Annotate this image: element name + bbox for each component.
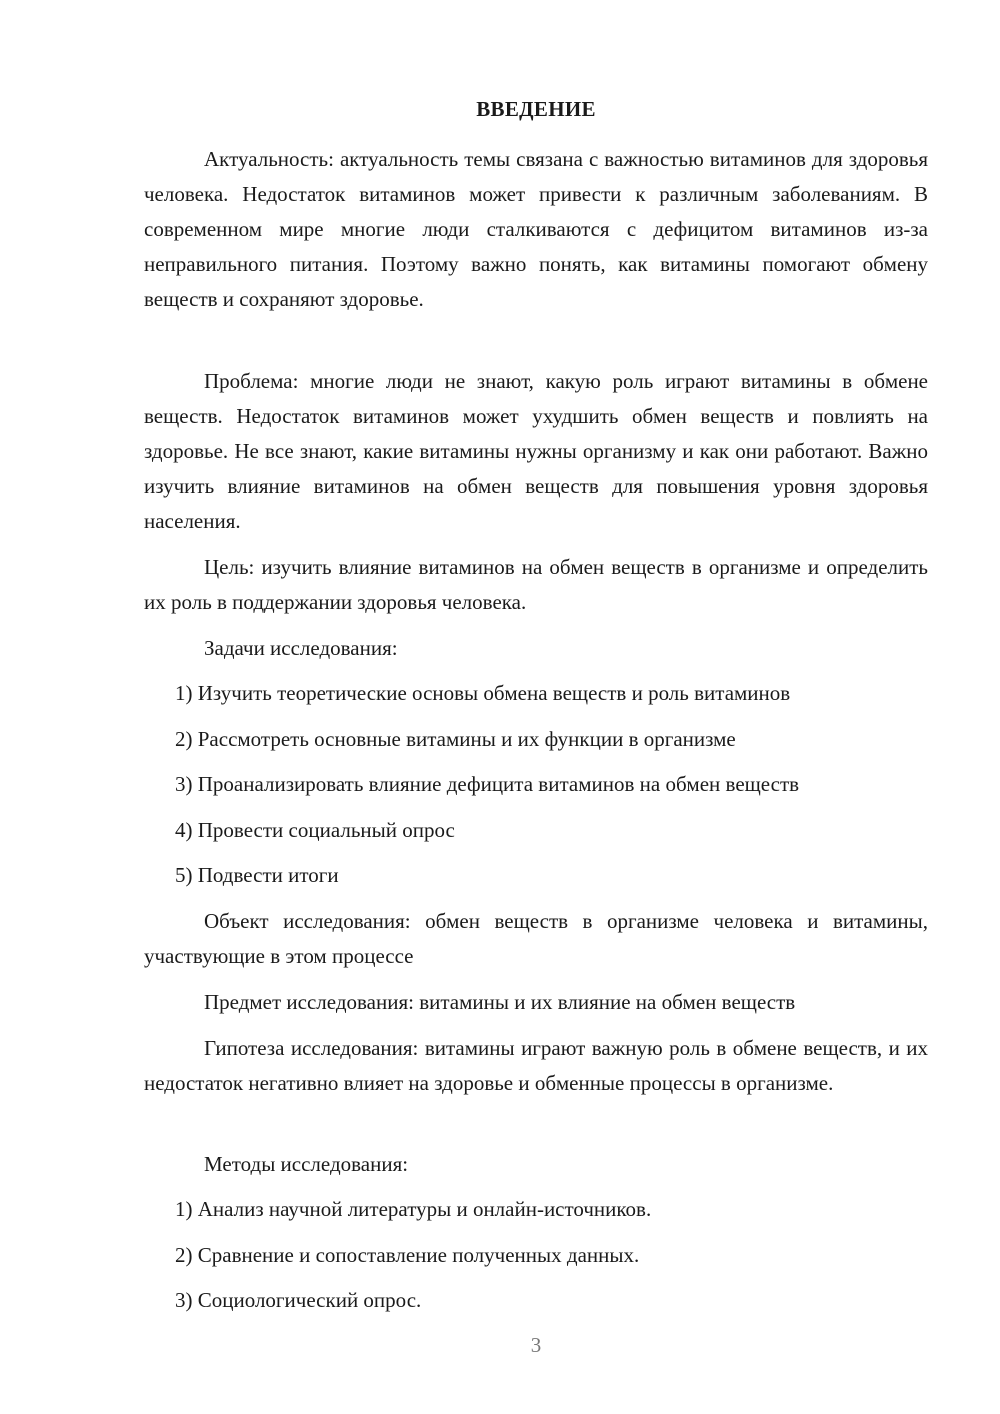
object-paragraph: Объект исследования: обмен веществ в организме человека и витамины, участвующие в этом процессе <box>144 909 928 968</box>
method-item-2: 2) Сравнение и сопоставление полученных данных. <box>175 1243 640 1267</box>
method-item-3: 3) Социологический опрос. <box>175 1288 422 1312</box>
problem-paragraph: Проблема: многие люди не знают, какую роль играют витамины в обмене веществ. Недостаток витаминов может ухудшить обмен веществ и повлиять на здоровье. Не все знают, какие витамины нужны организму и как они работают. Важно изучить влияние витаминов на обмен веществ для повышения уровня здоровья населения. <box>144 369 928 533</box>
task-item-5: 5) Подвести итоги <box>175 863 339 887</box>
task-item-4: 4) Провести социальный опрос <box>175 818 455 842</box>
hypothesis-paragraph: Гипотеза исследования: витамины играют важную роль в обмене веществ, и их недостаток негативно влияет на здоровье и обменные процессы в организме. <box>144 1036 928 1095</box>
task-item-2: 2) Рассмотреть основные витамины и их функции в организме <box>175 727 736 751</box>
method-item-1: 1) Анализ научной литературы и онлайн-источников. <box>175 1197 652 1221</box>
tasks-heading: Задачи исследования: <box>204 636 398 660</box>
relevance-paragraph: Актуальность: актуальность темы связана с важностью витаминов для здоровья человека. Недостаток витаминов может привести к различным заболеваниям. В современном мире многие люди сталкиваются с дефицитом витаминов из-за неправильного питания. Поэтому важно понять, как витамины помогают обмену веществ и сохраняют здоровье. <box>144 147 928 311</box>
goal-paragraph: Цель: изучить влияние витаминов на обмен веществ в организме и определить их роль в поддержании здоровья человека. <box>144 555 928 614</box>
page-title: ВВЕДЕНИЕ <box>476 97 596 121</box>
task-item-3: 3) Проанализировать влияние дефицита витаминов на обмен веществ <box>175 772 800 796</box>
subject-paragraph: Предмет исследования: витамины и их влияние на обмен веществ <box>204 990 796 1014</box>
methods-heading: Методы исследования: <box>204 1152 409 1176</box>
task-item-1: 1) Изучить теоретические основы обмена веществ и роль витаминов <box>175 681 791 705</box>
page-number: 3 <box>530 1333 542 1357</box>
